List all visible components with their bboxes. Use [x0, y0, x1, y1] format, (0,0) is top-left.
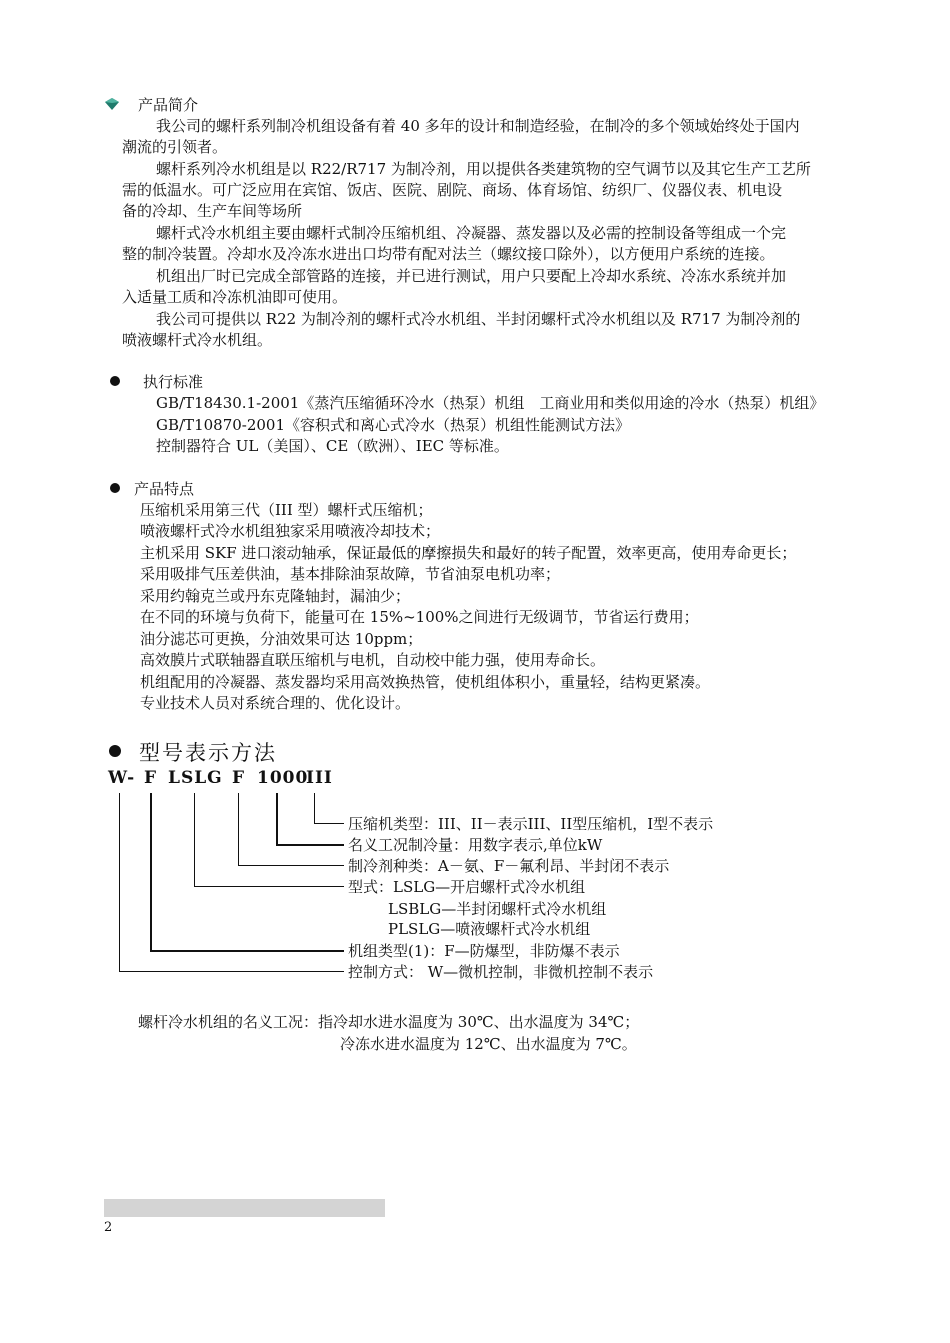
- standards-heading: 执行标准: [143, 373, 204, 391]
- bracket-line-compressor-h: [314, 823, 344, 824]
- bracket-line-capacity-h: [276, 844, 344, 846]
- bracket-line-form-v: [194, 793, 195, 887]
- features-heading: 产品特点: [134, 480, 195, 498]
- standards-line-1: GB/T18430.1-2001《蒸汽压缩循环冷水（热泵）机组 工商业用和类似用途的冷水（热泵）机组》: [156, 394, 825, 412]
- bracket-line-refrigerant-v: [238, 793, 239, 866]
- intro-line-7: 整的制冷装置。冷却水及冷冻水进出口均带有配对法兰（螺纹接口除外），以方便用户系统的连接。: [122, 245, 775, 263]
- model-label-type: 机组类型(1)：F—防爆型，非防爆不表示: [348, 942, 620, 960]
- intro-line-10: 我公司可提供以 R22 为制冷剂的螺杆式冷水机组、半封闭螺杆式冷水机组以及 R717 为制冷剂的: [156, 310, 801, 328]
- standards-line-3: 控制器符合 UL（美国）、CE（欧洲）、IEC 等标准。: [156, 437, 509, 455]
- model-code-refrigerant: F: [232, 768, 246, 788]
- standards-line-2: GB/T10870-2001《容积式和离心式冷水（热泵）机组性能测试方法》: [156, 416, 631, 434]
- intro-line-6: 螺杆式冷水机组主要由螺杆式制冷压缩机组、冷凝器、蒸发器以及必需的控制设备等组成一个完: [156, 224, 787, 242]
- features-line-6: 在不同的环境与负荷下，能量可在 15%~100%之间进行无级调节，节省运行费用；: [140, 608, 699, 626]
- model-code-compressor: III: [306, 768, 333, 788]
- intro-line-1: 我公司的螺杆系列制冷机组设备有着 40 多年的设计和制造经验，在制冷的多个领域始终处于国内: [156, 117, 800, 135]
- features-line-3: 主机采用 SKF 进口滚动轴承，保证最低的摩擦损失和最好的转子配置，效率更高，使用寿命更长；: [140, 544, 797, 562]
- intro-line-5: 备的冷却、生产车间等场所: [122, 202, 303, 220]
- model-bullet-icon: [109, 745, 121, 757]
- footer-bar: [104, 1199, 385, 1217]
- features-line-5: 采用约翰克兰或丹东克隆轴封，漏油少；: [140, 587, 411, 605]
- features-line-2: 喷液螺杆式冷水机组独家采用喷液冷却技术；: [140, 522, 441, 540]
- bracket-line-type-v: [150, 793, 152, 951]
- intro-line-3: 螺杆系列冷水机组是以 R22/R717 为制冷剂，用以提供各类建筑物的空气调节以及其它生产工艺所: [156, 160, 811, 178]
- model-label-compressor: 压缩机类型：III、II－表示III、II型压缩机，I型不表示: [348, 815, 714, 833]
- conditions-line-1: 螺杆冷水机组的名义工况：指冷却水进水温度为 30℃、出水温度为 34℃；: [138, 1013, 640, 1031]
- intro-line-11: 喷液螺杆式冷水机组。: [122, 331, 273, 349]
- intro-line-4: 需的低温水。可广泛应用在宾馆、饭店、医院、剧院、商场、体育场馆、纺织厂、仪器仪表、机电设: [122, 181, 783, 199]
- model-label-form: 型式：LSLG—开启螺杆式冷水机组: [348, 878, 586, 896]
- features-line-7: 油分滤芯可更换，分油效果可达 10ppm；: [140, 630, 423, 648]
- model-code-form: LSLG: [168, 768, 223, 788]
- gem-bullet-icon: [104, 97, 120, 111]
- features-line-10: 专业技术人员对系统合理的、优化设计。: [140, 694, 411, 712]
- model-label-capacity: 名义工况制冷量：用数字表示,单位kW: [348, 836, 603, 854]
- standards-bullet-icon: [110, 376, 120, 386]
- bracket-line-type-h: [150, 950, 344, 952]
- features-line-1: 压缩机采用第三代（III 型）螺杆式压缩机；: [140, 501, 433, 519]
- model-code-type: F: [144, 768, 158, 788]
- features-bullet-icon: [110, 483, 120, 493]
- model-label-form-plslg: PLSLG—喷液螺杆式冷水机组: [388, 920, 591, 938]
- intro-line-8: 机组出厂时已完成全部管路的连接，并已进行测试，用户只要配上冷却水系统、冷冻水系统并加: [156, 267, 787, 285]
- intro-heading: 产品简介: [138, 96, 199, 114]
- model-label-form-lsblg: LSBLG—半封闭螺杆式冷水机组: [388, 900, 607, 918]
- bracket-line-form-h: [194, 886, 344, 887]
- bracket-line-refrigerant-h: [238, 865, 344, 866]
- intro-line-9: 入适量工质和冷冻机油即可使用。: [122, 288, 348, 306]
- features-line-9: 机组配用的冷凝器、蒸发器均采用高效换热管，使机组体积小，重量轻，结构更紧凑。: [140, 673, 711, 691]
- intro-line-2: 潮流的引领者。: [122, 138, 228, 156]
- page-number: 2: [104, 1220, 113, 1235]
- bracket-line-control-v: [119, 793, 120, 972]
- model-code-control: W-: [108, 768, 136, 788]
- model-code-capacity: 1000: [257, 768, 309, 788]
- bracket-line-capacity-v: [276, 793, 278, 845]
- bracket-line-compressor-v: [314, 793, 315, 824]
- features-line-8: 高效膜片式联轴器直联压缩机与电机，自动校中能力强，使用寿命长。: [140, 651, 606, 669]
- model-label-control: 控制方式： W—微机控制，非微机控制不表示: [348, 963, 654, 981]
- bracket-line-control-h: [119, 971, 344, 972]
- conditions-line-2: 冷冻水进水温度为 12℃、出水温度为 7℃。: [340, 1035, 637, 1053]
- model-label-refrigerant: 制冷剂种类：A－氨、F－氟利昂、半封闭不表示: [348, 857, 670, 875]
- features-line-4: 采用吸排气压差供油，基本排除油泵故障，节省油泵电机功率；: [140, 565, 561, 583]
- model-heading: 型号表示方法: [139, 741, 277, 765]
